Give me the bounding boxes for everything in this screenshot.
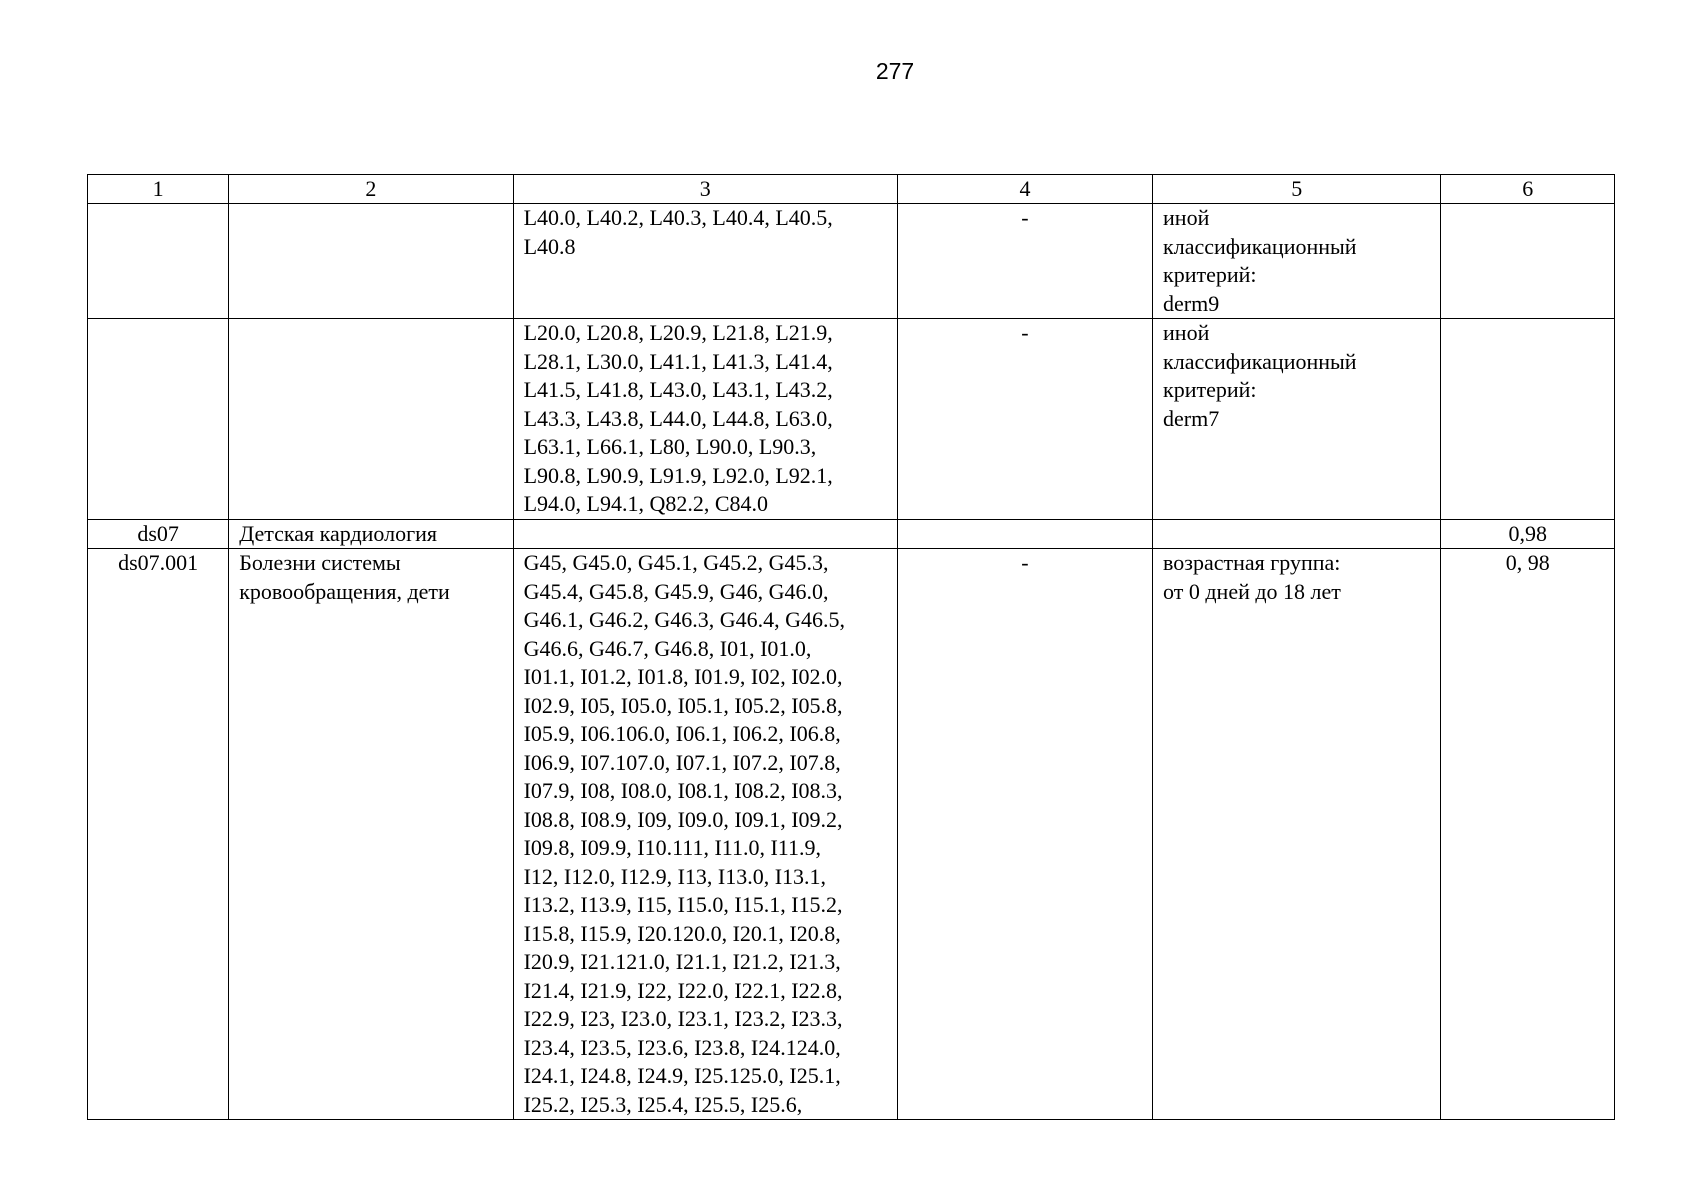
diagnosis-codes-cell xyxy=(513,519,897,549)
cell-line: I13.2, I13.9, I15, I15.0, I15.1, I15.2, xyxy=(523,892,843,917)
column-header-2: 2 xyxy=(229,175,513,204)
table-row xyxy=(88,319,1615,520)
cell-line: критерий: xyxy=(1163,262,1257,287)
criteria-cell xyxy=(1153,204,1441,319)
cell-line: G46.6, G46.7, G46.8, I01, I01.0, xyxy=(523,635,812,661)
cell-line: L63.1, L66.1, L80, L90.0, L90.3, xyxy=(523,434,817,459)
cell-line: I09.8, I09.9, I10.111, I11.0, I11.9, xyxy=(523,835,821,860)
coefficient-cell xyxy=(1441,319,1615,520)
criteria-cell xyxy=(1153,549,1441,1120)
column-header-5: 5 xyxy=(1153,175,1441,204)
table-row xyxy=(88,204,1615,319)
cell-line: I21.4, I21.9, I22, I22.0, I22.1, I22.8, xyxy=(523,977,843,1003)
cell-line: I22.9, I23, I23.0, I23.1, I23.2, I23.3, xyxy=(523,1006,843,1031)
cell-line: иной xyxy=(1163,320,1210,345)
cell-line: возрастная группа: xyxy=(1163,550,1341,575)
col4-cell: - xyxy=(897,319,1152,520)
cell-line: Болезни системы xyxy=(239,550,401,575)
column-header-6: 6 xyxy=(1441,175,1615,204)
cell-line: L94.0, L94.1, Q82.2, C84.0 xyxy=(523,491,769,516)
cell-line: классификационный xyxy=(1163,233,1357,259)
cell-line: L40.0, L40.2, L40.3, L40.4, L40.5, xyxy=(523,205,833,230)
cell-line: I12, I12.0, I12.9, I13, I13.0, I13.1, xyxy=(523,863,827,889)
cell-line: G46.1, G46.2, G46.3, G46.4, G46.5, xyxy=(523,607,846,632)
cell-line: I02.9, I05, I05.0, I05.1, I05.2, I05.8, xyxy=(523,692,843,718)
cell-line: I20.9, I21.121.0, I21.1, I21.2, I21.3, xyxy=(523,949,841,974)
table-row xyxy=(88,519,1615,549)
name-cell xyxy=(229,519,513,549)
cell-line: L28.1, L30.0, L41.1, L41.3, L41.4, xyxy=(523,348,833,374)
cell-line: I08.8, I08.9, I09, I09.0, I09.1, I09.2, xyxy=(523,806,843,832)
code-cell xyxy=(88,319,229,520)
name-cell xyxy=(229,549,513,1120)
cell-line: L20.0, L20.8, L20.9, L21.8, L21.9, xyxy=(523,320,833,345)
cell-line: I06.9, I07.107.0, I07.1, I07.2, I07.8, xyxy=(523,749,841,775)
cell-line: L43.3, L43.8, L44.0, L44.8, L63.0, xyxy=(523,405,833,431)
cell-line: иной xyxy=(1163,205,1210,230)
criteria-cell xyxy=(1153,519,1441,549)
cell-line: I25.2, I25.3, I25.4, I25.5, I25.6, xyxy=(523,1091,803,1117)
document-table xyxy=(87,174,1615,1120)
cell-line: G45, G45.0, G45.1, G45.2, G45.3, xyxy=(523,550,829,575)
cell-line: derm7 xyxy=(1163,405,1220,431)
coefficient-cell: 0, 98 xyxy=(1441,549,1615,1120)
cell-line: derm9 xyxy=(1163,290,1220,316)
name-cell xyxy=(229,204,513,319)
coefficient-cell: 0,98 xyxy=(1441,519,1615,549)
cell-line: I23.4, I23.5, I23.6, I23.8, I24.124.0, xyxy=(523,1034,841,1060)
col4-cell xyxy=(897,519,1152,549)
name-cell xyxy=(229,319,513,520)
column-header-3: 3 xyxy=(513,175,897,204)
cell-line: Детская кардиология xyxy=(239,520,438,546)
cell-line: I07.9, I08, I08.0, I08.1, I08.2, I08.3, xyxy=(523,778,843,803)
col4-cell: - xyxy=(897,549,1152,1120)
cell-line: от 0 дней до 18 лет xyxy=(1163,578,1341,604)
cell-line: I24.1, I24.8, I24.9, I25.125.0, I25.1, xyxy=(523,1063,841,1088)
cell-line: G45.4, G45.8, G45.9, G46, G46.0, xyxy=(523,578,829,604)
cell-line: I15.8, I15.9, I20.120.0, I20.1, I20.8, xyxy=(523,920,841,946)
diagnosis-codes-cell xyxy=(513,319,897,520)
cell-line: I05.9, I06.106.0, I06.1, I06.2, I06.8, xyxy=(523,721,841,746)
cell-line: классификационный xyxy=(1163,348,1357,374)
cell-line: L40.8 xyxy=(523,233,576,259)
cell-line: кровообращения, дети xyxy=(239,578,450,604)
header-row xyxy=(88,175,1615,204)
code-cell xyxy=(88,204,229,319)
cell-line: критерий: xyxy=(1163,377,1257,402)
cell-line: I01.1, I01.2, I01.8, I01.9, I02, I02.0, xyxy=(523,664,843,689)
column-header-1: 1 xyxy=(88,175,229,204)
coefficient-cell xyxy=(1441,204,1615,319)
diagnosis-codes-cell xyxy=(513,549,897,1120)
col4-cell: - xyxy=(897,204,1152,319)
criteria-cell xyxy=(1153,319,1441,520)
table-row xyxy=(88,549,1615,1120)
code-cell: ds07.001 xyxy=(88,549,229,1120)
cell-line: L41.5, L41.8, L43.0, L43.1, L43.2, xyxy=(523,377,833,402)
column-header-4: 4 xyxy=(897,175,1152,204)
page-number: 277 xyxy=(875,58,915,84)
diagnosis-codes-cell xyxy=(513,204,897,319)
cell-line: L90.8, L90.9, L91.9, L92.0, L92.1, xyxy=(523,462,833,488)
code-cell: ds07 xyxy=(88,519,229,549)
